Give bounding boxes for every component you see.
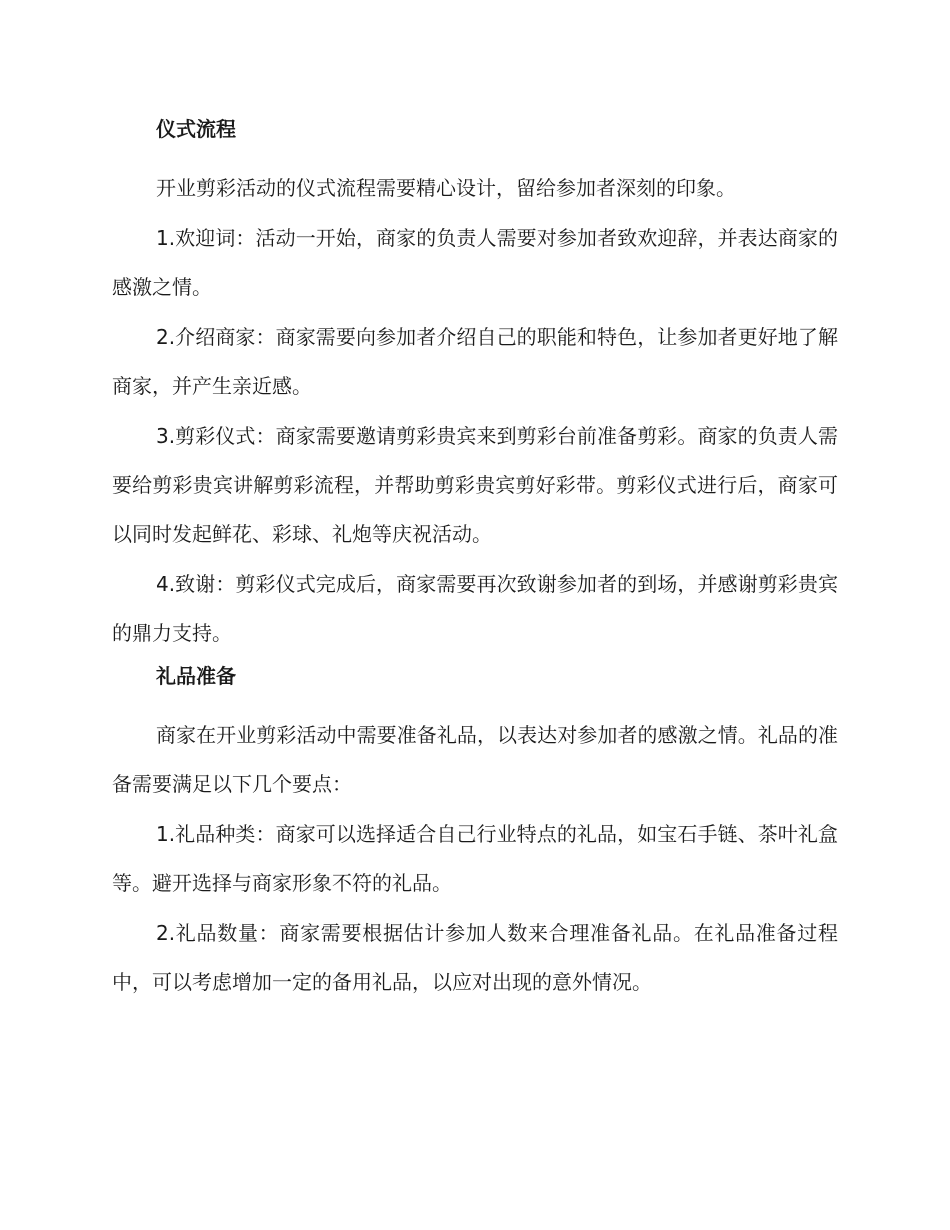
paragraph: 商家在开业剪彩活动中需要准备礼品，以表达对参加者的感激之情。礼品的准备需要满足以下几个要点： [112,723,838,796]
paragraph: 4.致谢：剪彩仪式完成后，商家需要再次致谢参加者的到场，并感谢剪彩贵宾的鼎力支持。 [112,572,838,645]
section-heading: 仪式流程 [156,117,236,141]
paragraph: 2.礼品数量：商家需要根据估计参加人数来合理准备礼品。在礼品准备过程中，可以考虑增加一定的备用礼品，以应对出现的意外情况。 [112,921,838,994]
paragraph: 1.欢迎词：活动一开始，商家的负责人需要对参加者致欢迎辞，并表达商家的感激之情。 [112,226,838,299]
paragraph: 1.礼品种类：商家可以选择适合自己行业特点的礼品，如宝石手链、茶叶礼盒等。避开选择与商家形象不符的礼品。 [112,822,838,895]
paragraph: 3.剪彩仪式：商家需要邀请剪彩贵宾来到剪彩台前准备剪彩。商家的负责人需要给剪彩贵宾讲解剪彩流程，并帮助剪彩贵宾剪好彩带。剪彩仪式进行后，商家可以同时发起鲜花、彩球、礼炮等庆祝活动。 [112,424,838,546]
section-heading: 礼品准备 [156,664,236,688]
paragraph: 2.介绍商家：商家需要向参加者介绍自己的职能和特色，让参加者更好地了解商家，并产生亲近感。 [112,325,838,398]
section-gift-preparation [112,659,838,1007]
paragraph: 开业剪彩活动的仪式流程需要精心设计，留给参加者深刻的印象。 [156,176,736,200]
section-ceremony-process [112,112,838,658]
